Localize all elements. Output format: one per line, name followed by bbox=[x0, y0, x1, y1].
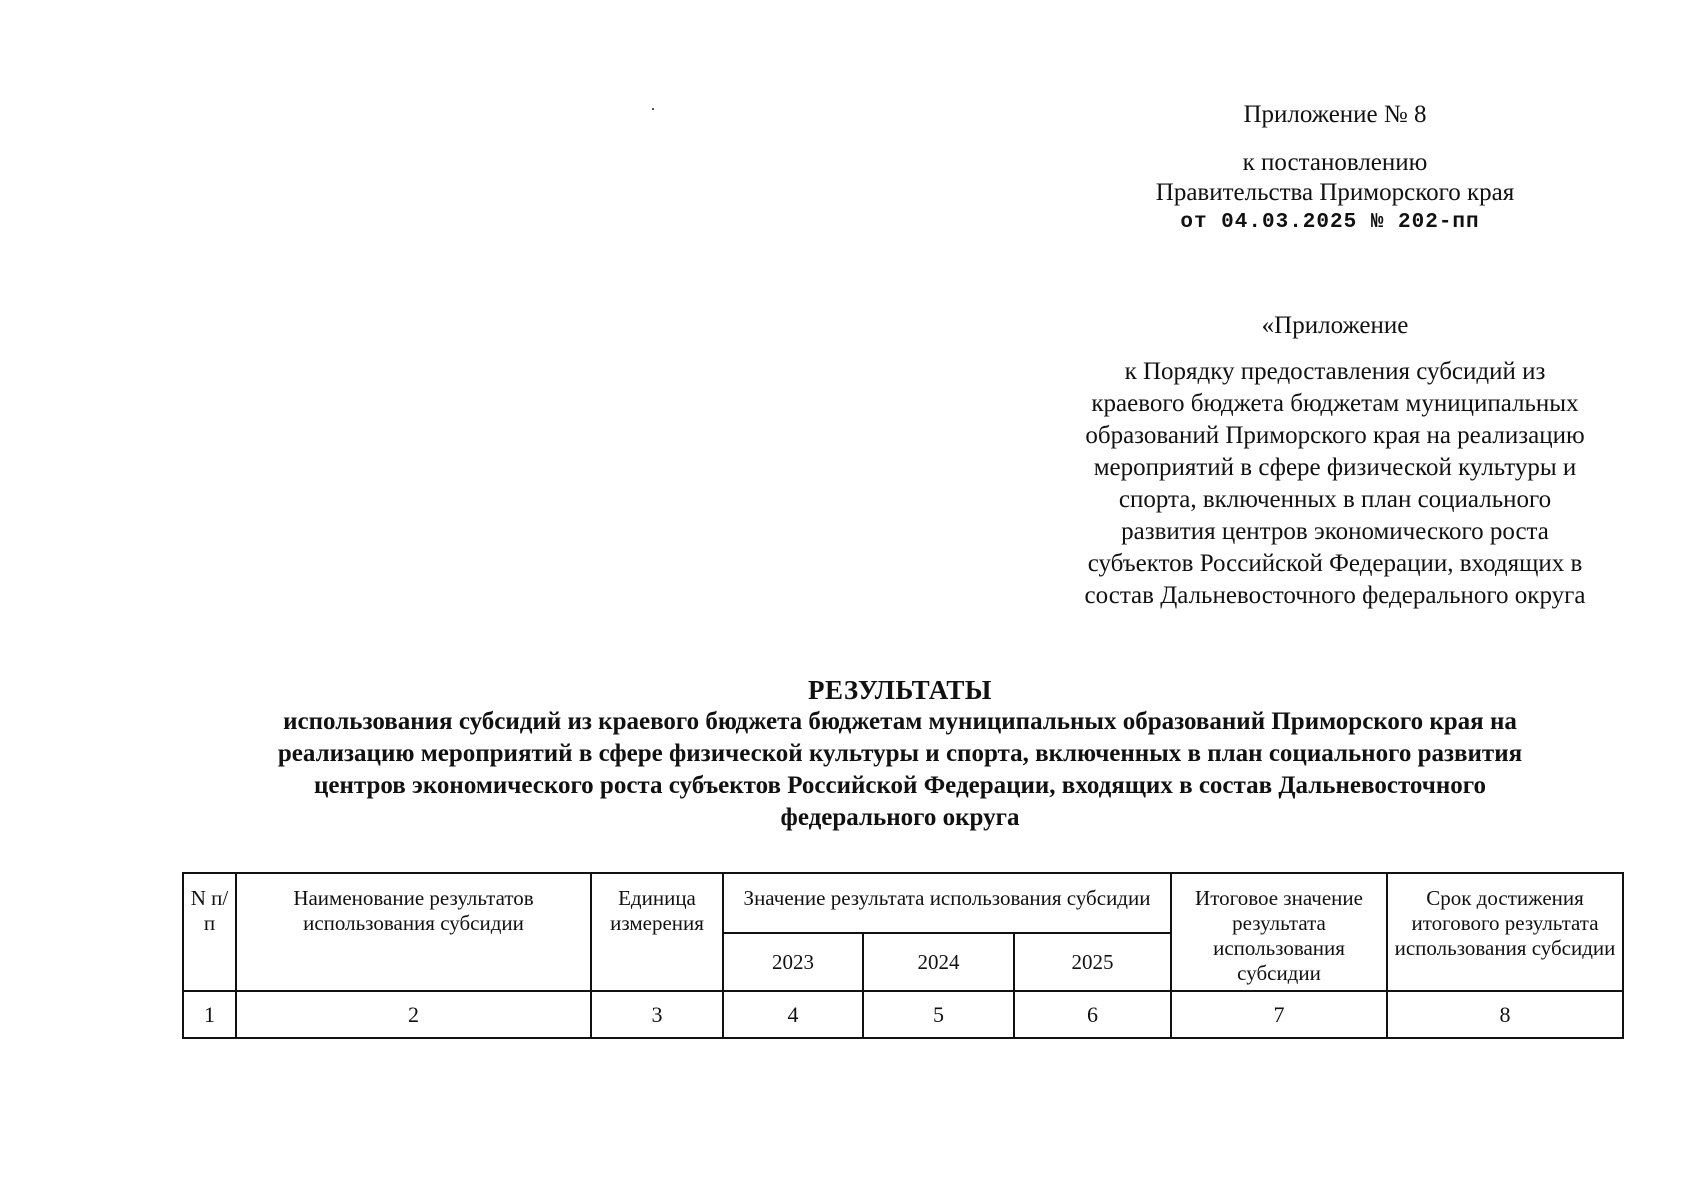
header-final-value: Итоговое значение результата использования субсидии bbox=[1171, 873, 1387, 991]
header-deadline: Срок достижения итогового результата использования субсидии bbox=[1387, 873, 1623, 991]
column-number-cell: 1 bbox=[183, 991, 236, 1038]
scan-speck bbox=[652, 108, 654, 110]
column-number-cell: 7 bbox=[1171, 991, 1387, 1038]
column-number-cell: 6 bbox=[1014, 991, 1171, 1038]
document-title bbox=[182, 674, 1618, 834]
column-number-cell: 3 bbox=[591, 991, 723, 1038]
header-num: N п/п bbox=[183, 873, 236, 991]
approval-line-2: Правительства Приморского края bbox=[1155, 179, 1515, 206]
approval-stamp bbox=[1125, 100, 1545, 238]
annex-line: мероприятий в сфере физической культуры и bbox=[1093, 454, 1577, 481]
resolution-reference: от 04.03.2025 № 202-пп bbox=[1180, 211, 1480, 234]
annex-line: субъектов Российской Федерации, входящих в bbox=[1087, 550, 1583, 577]
annex-line: развития центров экономического роста bbox=[1121, 518, 1549, 545]
year-cell: 2024 bbox=[863, 933, 1014, 991]
title-line: центров экономического роста субъектов Российской Федерации, входящих в состав Дальневосточного bbox=[314, 772, 1486, 799]
results-table bbox=[182, 872, 1624, 1039]
annex-title: «Приложение bbox=[1261, 312, 1409, 339]
title-line: использования субсидий из краевого бюджета бюджетам муниципальных образований Приморского края на bbox=[283, 708, 1517, 735]
column-number-cell: 4 bbox=[723, 991, 863, 1038]
annex-line: состав Дальневосточного федерального округа bbox=[1084, 582, 1586, 609]
column-number-cell: 5 bbox=[863, 991, 1014, 1038]
column-number-cell: 2 bbox=[236, 991, 591, 1038]
year-cell: 2023 bbox=[723, 933, 863, 991]
header-value: Значение результата использования субсидии bbox=[723, 873, 1171, 933]
appendix-number: Приложение № 8 bbox=[1243, 101, 1427, 128]
year-cell: 2025 bbox=[1014, 933, 1171, 991]
annex-line: краевого бюджета бюджетам муниципальных bbox=[1091, 390, 1579, 417]
approval-line-1: к постановлению bbox=[1242, 149, 1428, 176]
column-number-row bbox=[183, 991, 1623, 1038]
annex-line: образований Приморского края на реализацию bbox=[1085, 422, 1585, 449]
title-line: федерального округа bbox=[780, 804, 1020, 831]
header-unit: Единица измерения bbox=[591, 873, 723, 991]
header-row bbox=[183, 873, 1623, 933]
column-number-cell: 8 bbox=[1387, 991, 1623, 1038]
annex-line: к Порядку предоставления субсидий из bbox=[1124, 358, 1546, 385]
title-line: реализацию мероприятий в сфере физической культуры и спорта, включенных в план социального развития bbox=[277, 740, 1523, 767]
annex-line: спорта, включенных в план социального bbox=[1118, 486, 1552, 513]
header-name: Наименование результатов использования субсидии bbox=[236, 873, 591, 991]
annex-block bbox=[1030, 310, 1640, 612]
title-heading: РЕЗУЛЬТАТЫ bbox=[808, 675, 992, 705]
